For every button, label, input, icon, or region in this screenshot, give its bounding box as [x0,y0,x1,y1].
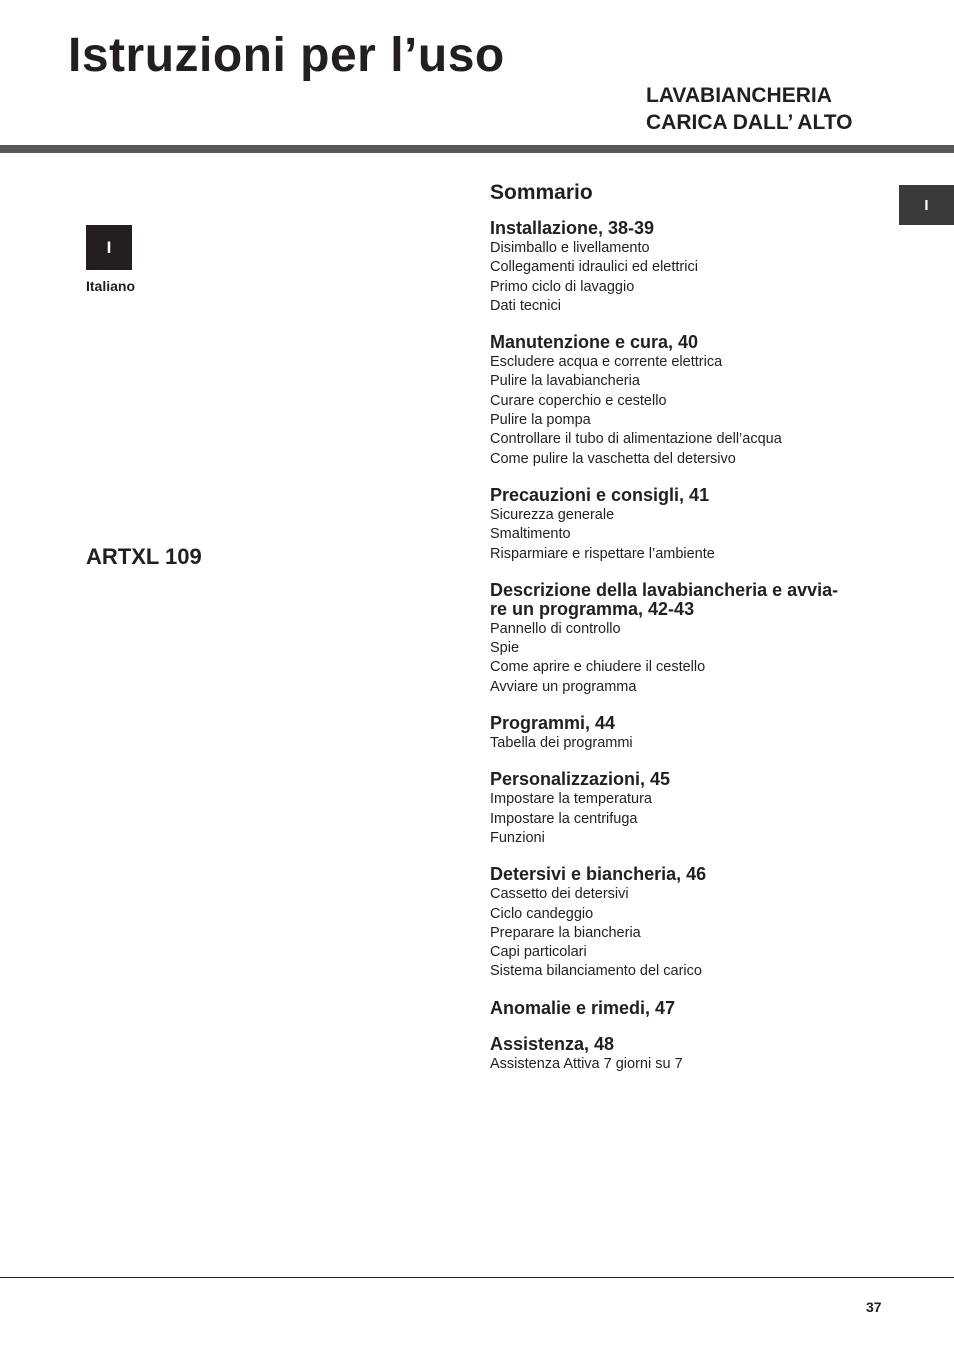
toc-item-list [490,620,900,697]
toc-item[interactable]: Come pulire la vaschetta del detersivo [490,450,736,467]
toc-section-title[interactable] [490,581,900,619]
toc-section [490,219,900,316]
table-of-contents [490,181,900,1091]
toc-item[interactable]: Assistenza Attiva 7 giorni su 7 [490,1055,683,1072]
header-divider [0,145,954,153]
toc-section-title-line: Programmi, 44 [490,713,616,734]
toc-section [490,486,900,564]
toc-item[interactable]: Disimballo e livellamento [490,240,650,256]
toc-section [490,770,900,848]
toc-section-title[interactable] [490,219,900,238]
toc-section-title-line: Assistenza, 48 [490,1033,615,1054]
toc-item-list [490,885,900,981]
toc-section-title[interactable] [490,333,900,352]
toc-heading: Sommario [490,181,593,204]
page-title: Istruzioni per l’uso [68,29,505,82]
toc-item[interactable]: Avviare un programma [490,678,637,695]
toc-section-title-line: re un programma, 42-43 [490,598,695,619]
toc-section [490,333,900,469]
toc-item[interactable]: Funzioni [490,829,545,846]
toc-section-title-line: Manutenzione e cura, 40 [490,332,699,353]
toc-item[interactable]: Escludere acqua e corrente elettrica [490,354,723,371]
toc-section-title-line: Installazione, 38-39 [490,218,655,238]
toc-section-title[interactable] [490,714,900,733]
toc-section-title[interactable] [490,865,900,884]
toc-section [490,865,900,981]
toc-item[interactable]: Sicurezza generale [490,506,615,523]
toc-section-title-line: Anomalie e rimedi, 47 [490,997,676,1018]
toc-item[interactable]: Impostare la temperatura [490,791,652,808]
toc-item[interactable]: Dati tecnici [490,297,561,314]
toc-item[interactable]: Pulire la lavabiancheria [490,373,640,390]
toc-section [490,1035,900,1074]
toc-item[interactable]: Risparmiare e rispettare l’ambiente [490,545,715,562]
toc-section-title[interactable] [490,999,900,1018]
language-code-badge: I [86,225,132,270]
toc-item[interactable]: Capi particolari [490,944,587,961]
toc-item[interactable]: Ciclo candeggio [490,905,594,922]
toc-item-list [490,734,900,753]
toc-section-title-line: Detersivi e biancheria, 46 [490,864,707,885]
toc-item[interactable]: Spie [490,640,520,657]
footer-divider [0,1277,954,1278]
toc-item[interactable]: Pannello di controllo [490,620,621,637]
toc-item-list [490,353,900,469]
toc-item-list [490,790,900,848]
toc-item[interactable]: Pulire la pompa [490,412,591,429]
toc-item[interactable]: Cassetto dei detersivi [490,886,629,903]
toc-section-title[interactable] [490,1035,900,1054]
toc-item[interactable]: Tabella dei programmi [490,735,633,752]
toc-section [490,581,900,697]
model-number: ARTXL 109 [86,544,202,569]
language-side-tab[interactable]: I [899,185,954,225]
toc-section-title[interactable] [490,770,900,789]
product-type [646,82,853,136]
toc-section [490,999,900,1018]
toc-item[interactable]: Preparare la biancheria [490,924,641,941]
toc-item[interactable]: Smaltimento [490,526,571,543]
toc-item[interactable]: Collegamenti idraulici ed elettrici [490,259,698,276]
toc-item-list [490,506,900,564]
product-type-line-1: LAVABIANCHERIA [646,84,832,107]
toc-item[interactable]: Controllare il tubo di alimentazione dell’acqua [490,431,782,448]
product-type-line-2: CARICA DALL’ ALTO [646,111,853,134]
toc-section-title-line: Personalizzazioni, 45 [490,769,671,790]
toc-item-list [490,239,900,316]
toc-item[interactable]: Curare coperchio e cestello [490,392,667,409]
toc-item[interactable]: Come aprire e chiudere il cestello [490,659,706,676]
language-name: Italiano [86,278,136,294]
toc-item-list [490,1055,900,1074]
toc-section-title-line: Descrizione della lavabiancheria e avvia- [490,579,839,600]
page-number: 37 [866,1299,882,1315]
toc-sections [490,219,900,1074]
toc-item[interactable]: Primo ciclo di lavaggio [490,278,635,295]
toc-section [490,714,900,753]
toc-item[interactable]: Impostare la centrifuga [490,810,638,827]
toc-section-title[interactable] [490,486,900,505]
toc-item[interactable]: Sistema bilanciamento del carico [490,963,702,980]
toc-section-title-line: Precauzioni e consigli, 41 [490,484,710,505]
